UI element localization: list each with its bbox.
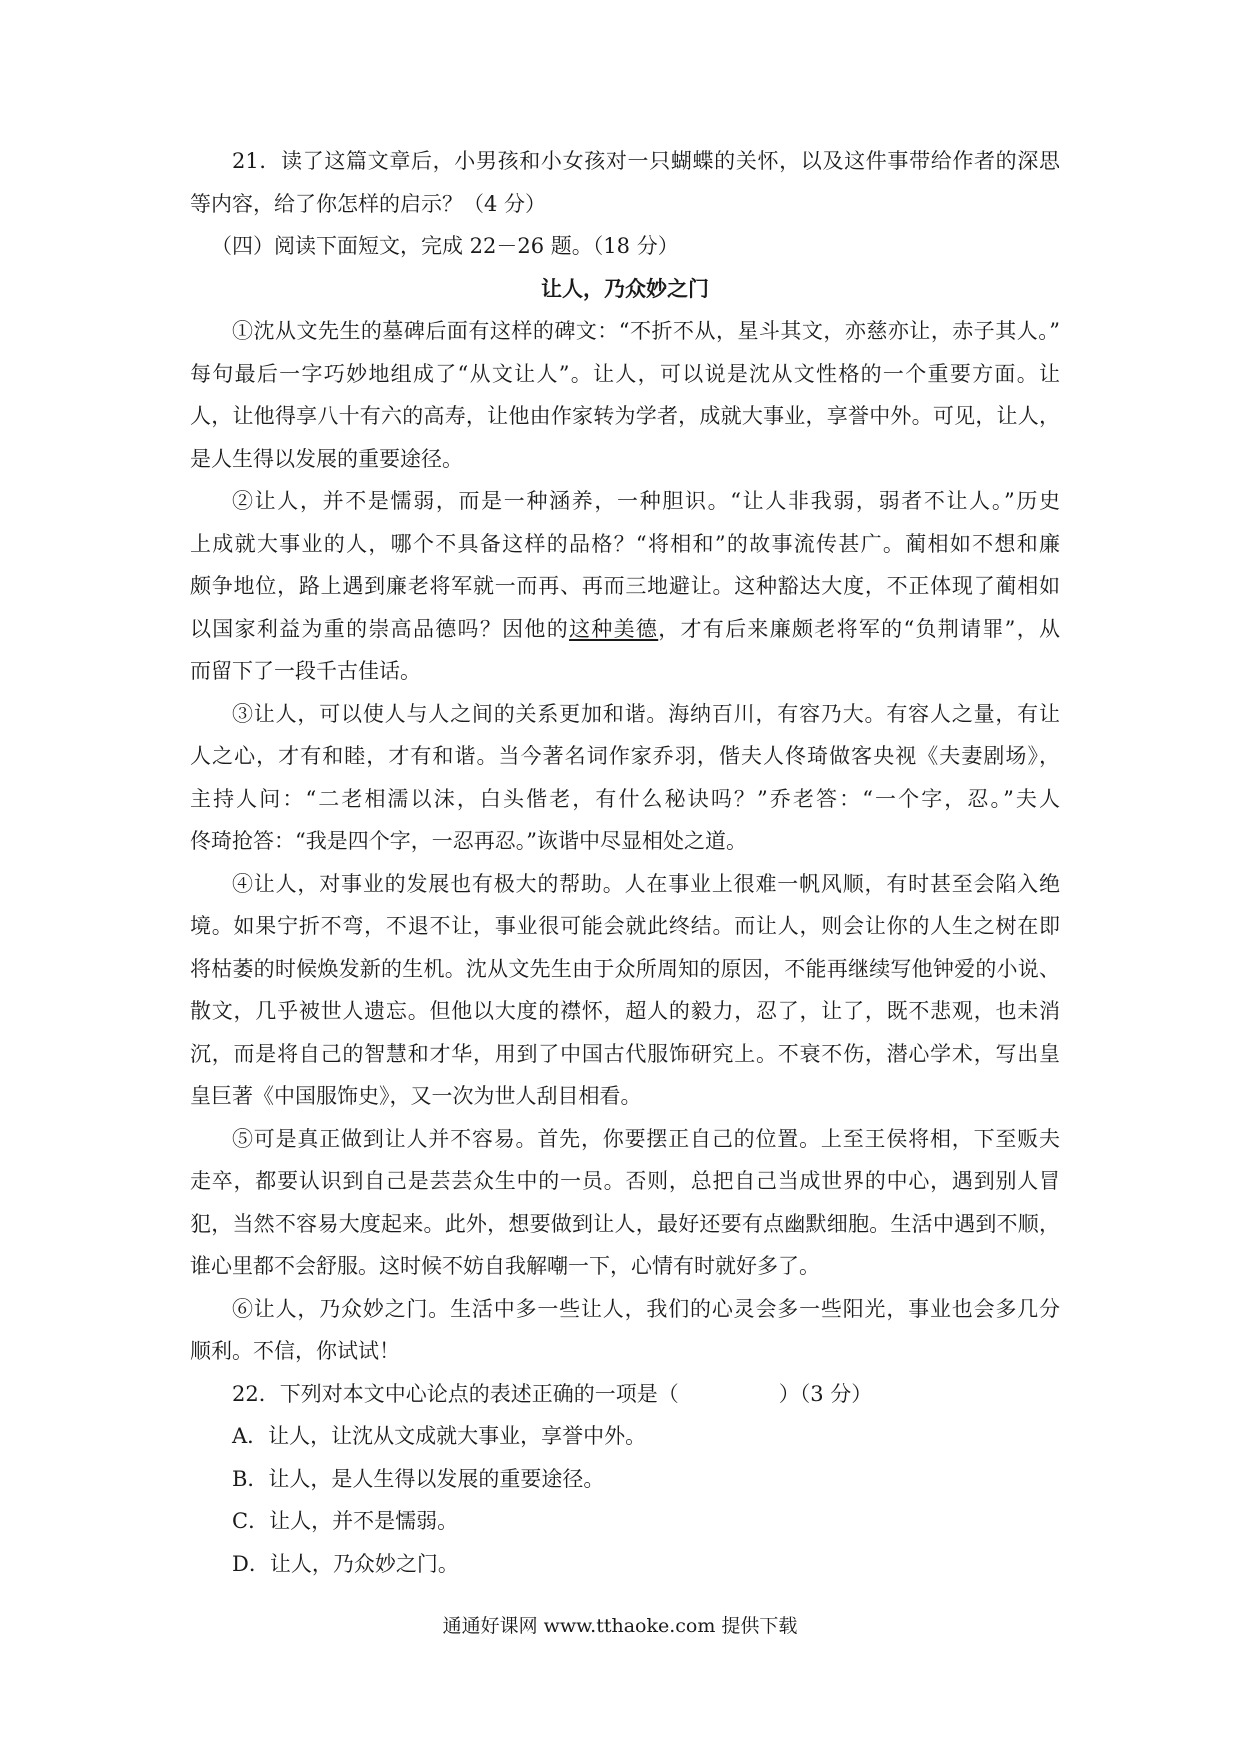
paragraph-5-line: 谁心里都不会舒服。这时候不妨自我解嘲一下，心情有时就好多了。	[190, 1254, 820, 1278]
page-footer: 通通好课网 www.tthaoke.com 提供下载	[442, 1615, 798, 1637]
document-body	[190, 140, 1060, 1585]
paragraph-1-line: 每句最后一字巧妙地组成了“从文让人”。让人，可以说是沈从文性格的一个重要方面。让	[190, 361, 1060, 386]
paragraph-5-line: 走卒，都要认识到自己是芸芸众生中的一员。否则，总把自己当成世界的中心，遇到别人冒	[190, 1169, 1060, 1193]
paragraph-4-line: 沉，而是将自己的智慧和才华，用到了中国古代服饰研究上。不衰不伤，潜心学术，写出皇	[190, 1041, 1060, 1066]
paragraph-2-line: 而留下了一段千古佳话。	[190, 659, 421, 683]
paragraph-2-line: 颇争地位，路上遇到廉老将军就一而再、再而三地避让。这种豁达大度，不正体现了蔺相如	[190, 574, 1060, 598]
paragraph-5-line: ⑤可是真正做到让人并不容易。首先，你要摆正自己的位置。上至王侯将相，下至贩夫	[232, 1126, 1060, 1151]
section-4-heading: （四）阅读下面短文，完成 22－26 题。（18 分）	[211, 234, 679, 258]
paragraph-3-line: ③让人，可以使人与人之间的关系更加和谐。海纳百川，有容乃大。有容人之量，有让	[232, 701, 1060, 726]
option-d: D．让人，乃众妙之门。	[232, 1551, 459, 1576]
paragraph-3-line: 佟琦抢答：“我是四个字，一忍再忍。”诙谐中尽显相处之道。	[190, 829, 747, 853]
paragraph-3-line: 主持人问：“二老相濡以沫，白头偕老，有什么秘诀吗？”乔老答：“一个字，忍。”夫人	[190, 786, 1060, 811]
question-21-line-2: 等内容，给了你怎样的启示？（4 分）	[190, 191, 547, 216]
question-22-stem-text: 22．下列对本文中心论点的表述正确的一项是（	[232, 1381, 679, 1406]
paragraph-4-line: 将枯萎的时候焕发新的生机。沈从文先生由于众所周知的原因，不能再继续写他钟爱的小说、	[190, 956, 1060, 981]
paragraph-2-text: 以国家利益为重的崇高品德吗？因他的	[190, 616, 570, 641]
paragraph-2-line: 上成就大事业的人，哪个不具备这样的品格？“将相和”的故事流传甚广。蔺相如不想和廉	[190, 531, 1060, 556]
paragraph-4-line: 境。如果宁折不弯，不退不让，事业很可能会就此终结。而让人，则会让你的人生之树在即	[190, 914, 1060, 938]
option-c: C．让人，并不是懦弱。	[232, 1509, 459, 1533]
paragraph-2-text: ，才有后来廉颇老将军的“负荆请罪”，从	[658, 616, 1061, 641]
paragraph-1-line: 是人生得以发展的重要途径。	[190, 446, 463, 471]
article-title: 让人，乃众妙之门	[541, 275, 709, 301]
paragraph-5-line: 犯，当然不容易大度起来。此外，想要做到让人，最好还要有点幽默细胞。生活中遇到不顺，	[190, 1211, 1060, 1236]
paragraph-3-line: 人之心，才有和睦，才有和谐。当今著名词作家乔羽，偕夫人佟琦做客央视《夫妻剧场》，	[190, 744, 1060, 768]
question-22-stem	[190, 1373, 1060, 1416]
paragraph-1-line: ①沈从文先生的墓碑后面有这样的碑文：“不折不从，星斗其文，亦慈亦让，赤子其人。”	[232, 319, 1060, 343]
option-a: A．让人，让沈从文成就大事业，享誉中外。	[232, 1424, 647, 1448]
paragraph-6-line: 顺利。不信，你试试！	[190, 1339, 400, 1363]
question-22-points: ）（3 分）	[778, 1381, 873, 1406]
paragraph-6-line: ⑥让人，乃众妙之门。生活中多一些让人，我们的心灵会多一些阳光，事业也会多几分	[232, 1296, 1060, 1321]
paragraph-4-line: ④让人，对事业的发展也有极大的帮助。人在事业上很难一帆风顺，有时甚至会陷入绝	[232, 871, 1060, 896]
paragraph-4-line: 皇巨著《中国服饰史》，又一次为世人刮目相看。	[190, 1084, 642, 1108]
paragraph-1-line: 人，让他得享八十有六的高寿，让他由作家转为学者，成就大事业，享誉中外。可见，让人，	[190, 404, 1060, 428]
paragraph-2-line	[190, 608, 1060, 651]
underlined-phrase: 这种美德	[569, 616, 659, 641]
question-21-line-1: 21．读了这篇文章后，小男孩和小女孩对一只蝴蝶的关怀，以及这件事带给作者的深思	[232, 149, 1060, 173]
option-b: B．让人，是人生得以发展的重要途径。	[232, 1466, 605, 1491]
paragraph-4-line: 散文，几乎被世人遗忘。但他以大度的襟怀，超人的毅力，忍了，让了，既不悲观，也未消	[190, 999, 1060, 1023]
paragraph-2-line: ②让人，并不是懦弱，而是一种涵养，一种胆识。“让人非我弱，弱者不让人。”历史	[232, 489, 1060, 513]
